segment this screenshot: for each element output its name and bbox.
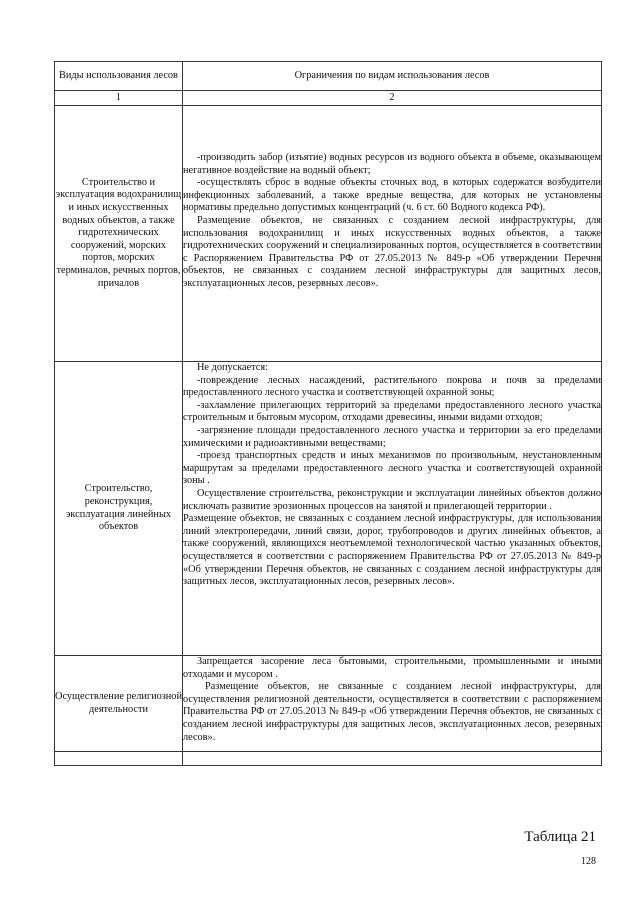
empty-cell (183, 752, 602, 766)
table-caption: Таблица 21 (524, 829, 596, 845)
use-type-cell: Строительство и эксплуатация водохранилищ и иных искусственных водных объектов, а также гидротехнических сооружений, морских портов, морских терминалов, речных портов, причалов (55, 106, 183, 362)
restriction-paragraph: -осуществлять сброс в водные объекты сточных вод, в которых содержатся возбудители инфекционных заболеваний, а также вредные вещества, для которых не установлены нормативы предельно допустимых концентраций (ч. 6 ст. 60 Водного кодекса РФ). (183, 177, 601, 214)
restriction-paragraph: -захламление прилегающих территорий за пределами предоставленного лесного участка строительным и бытовым мусором, отходами древесины, иными видами отходов; (183, 399, 601, 424)
page-number: 128 (581, 856, 596, 867)
restriction-paragraph: Размещение объектов, не связанных с созданием лесной инфраструктуры, для использования водохранилищ и иных искусственных водных объектов, а также гидротехнических сооружений и специализированных портов, осуществляется в соответствии с Распоряжением Правительства РФ от 27.05.2013 № 849-р «Об утверждении Перечня объектов, не связанных с созданием лесной инфраструктуры для защитных лесов, эксплуатационных лесов, резервных лесов». (183, 214, 601, 289)
restrictions-cell (183, 656, 602, 752)
table-row (55, 106, 602, 362)
restriction-paragraph: Размещение объектов, не связанных с созданием лесной инфраструктуры, для использования линий электропередачи, линий связи, дорог, трубопроводов и других линейных объектов, а также сооружений, являющихся неотъемлемой технологической частью указанных объектов, осуществляется в соответствии с распоряжением Правительства РФ от 27.05.2013 № 849-р «Об утверждении Перечня объектов, не связанных с созданием лесной инфраструктуры для защитных лесов, эксплуатационных лесов, резервных лесов». (183, 513, 601, 588)
restriction-paragraph: Не допускается: (197, 362, 268, 373)
restriction-paragraph: -повреждение лесных насаждений, растительного покрова и почв за пределами предоставленного лесного участка и соответствующей охранной зоны; (183, 374, 601, 399)
restriction-paragraph: Запрещается засорение леса бытовыми, строительными, промышленными и иными отходами и мусором . (183, 656, 601, 680)
column-numbers-row (55, 91, 602, 106)
column-number-2: 2 (183, 91, 602, 106)
empty-table-row (55, 752, 602, 766)
restrictions-cell (183, 362, 602, 656)
use-type-cell: Осуществление религиозной деятельности (55, 656, 183, 752)
restriction-paragraph: Размещение объектов, не связанные с созданием лесной инфраструктуры, для осуществления религиозной деятельности, осуществляется в соответствии с распоряжением Правительства РФ от 27.05.2013 № 849-р «Об утверждении Перечня объектов, не связанных с созданием лесной инфраструктуры для защитных лесов, эксплуатационных лесов, резервных лесов». (183, 681, 601, 743)
column-number-1: 1 (55, 91, 183, 106)
table-row (55, 362, 602, 656)
header-use-types: Виды использования лесов (55, 62, 183, 91)
restriction-paragraph: -загрязнение площади предоставленного лесного участка и территории за его пределами химическими и радиоактивными веществами; (183, 424, 601, 449)
restriction-paragraph: -производить забор (изъятие) водных ресурсов из водного объекта в объеме, оказывающем негативное воздействие на водный объект; (183, 152, 601, 176)
forest-use-restrictions-table (54, 61, 602, 766)
empty-cell (55, 752, 183, 766)
table-row (55, 656, 602, 752)
restriction-paragraph: Осуществление строительства, реконструкции и эксплуатации линейных объектов должно исключать развитие эрозионных процессов на занятой и прилегающей территории . (183, 487, 601, 512)
table-header-row (55, 62, 602, 91)
restrictions-cell (183, 106, 602, 362)
header-restrictions: Ограничения по видам использования лесов (183, 62, 602, 91)
use-type-cell: Строительство, реконструкция, эксплуатация линейных объектов (55, 362, 183, 656)
restriction-paragraph: -проезд транспортных средств и иных механизмов по произвольным, неустановленным маршрутам за пределами предоставленного лесного участка и соответствующей охранной зоны . (183, 450, 601, 487)
